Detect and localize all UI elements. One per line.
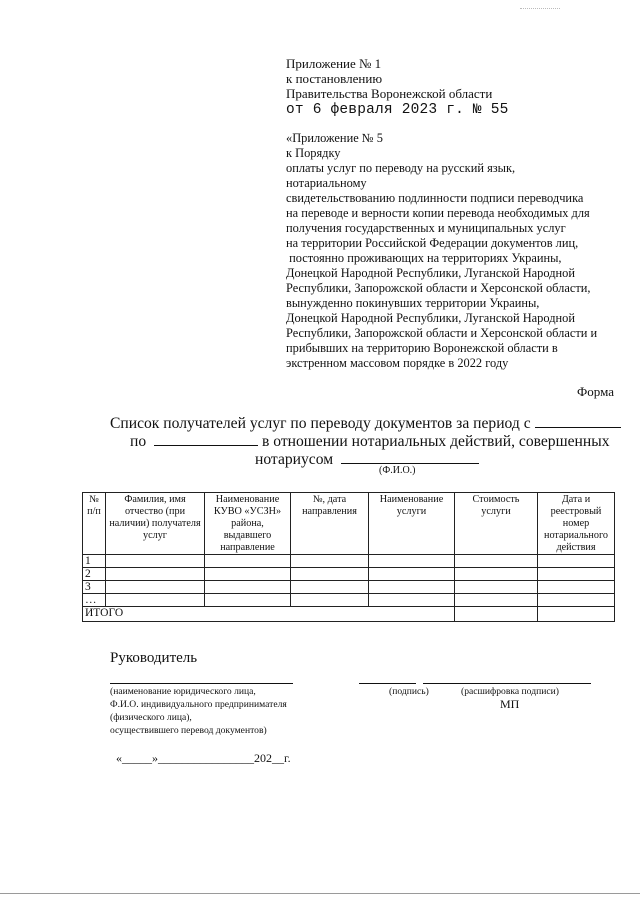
table-cell[interactable]: [205, 568, 291, 581]
table-cell[interactable]: [538, 581, 615, 594]
col-header-recipient: Фамилия, имя отчество (при наличии) получателя услуг: [106, 493, 205, 555]
table-cell[interactable]: [455, 568, 538, 581]
row-number: 2: [83, 568, 106, 581]
period-end-blank[interactable]: [154, 431, 258, 446]
table-cell[interactable]: [455, 594, 538, 607]
title-by: по: [130, 433, 147, 450]
table-cell[interactable]: [291, 594, 369, 607]
appendix-number: Приложение № 1: [286, 56, 382, 71]
signature-decode-line[interactable]: [423, 683, 591, 684]
table-cell[interactable]: [455, 581, 538, 594]
page-bottom-rule: [0, 893, 640, 894]
col-header-kuvo: Наименование КУВО «УСЗН» района, выдавшего направление: [205, 493, 291, 555]
appendix5-line: свидетельствованию подлинности подписи переводчика: [286, 191, 584, 205]
fio-caption: (Ф.И.О.): [379, 465, 416, 476]
table-cell[interactable]: [538, 555, 615, 568]
row-number: 1: [83, 555, 106, 568]
caption-org-line: (наименование юридического лица,: [110, 686, 256, 697]
decree-date: от 6 февраля 2023 г. № 55: [286, 102, 509, 118]
form-label: Форма: [577, 384, 614, 399]
stamp-place: МП: [500, 697, 520, 711]
table-cell[interactable]: [369, 581, 455, 594]
recipients-table: [82, 492, 615, 622]
scan-artifact: [520, 8, 560, 9]
caption-org-line: Ф.И.О. индивидуального предпринимателя: [110, 699, 287, 710]
caption-org-line: осуществившего перевод документов): [110, 725, 267, 736]
appendix5-line: Республики, Запорожской области и Херсонской области и: [286, 326, 598, 340]
row-number: …: [83, 594, 106, 607]
table-row: [83, 594, 615, 607]
table-cell[interactable]: [205, 581, 291, 594]
appendix5-line: прибывших на территорию Воронежской области в: [286, 341, 558, 355]
period-start-blank[interactable]: [535, 413, 621, 428]
table-cell[interactable]: [291, 568, 369, 581]
appendix5-line: к Порядку: [286, 146, 341, 160]
appendix5-line: Республики, Запорожской области и Херсонской области,: [286, 281, 591, 295]
table-cell[interactable]: [369, 568, 455, 581]
signature-date: «_____»________________202__г.: [116, 751, 291, 765]
signature-line[interactable]: [359, 683, 416, 684]
table-cell[interactable]: [538, 568, 615, 581]
table-header-row: [83, 493, 615, 555]
appendix5-line: оплаты услуг по переводу на русский язык,: [286, 161, 516, 175]
table-cell[interactable]: [455, 555, 538, 568]
col-header-number: № п/п: [83, 493, 106, 555]
appendix5-line: постоянно проживающих на территориях Украины,: [286, 251, 562, 265]
table-cell[interactable]: [291, 555, 369, 568]
appendix5-line: Донецкой Народной Республики, Луганской Народной: [286, 311, 575, 325]
caption-signature-decode: (расшифровка подписи): [461, 686, 559, 697]
table-cell[interactable]: [106, 555, 205, 568]
title-line1: Список получателей услуг по переводу документов за период с: [110, 415, 531, 432]
appendix5-line: экстренном массовом порядке в 2022 году: [286, 356, 509, 370]
table-cell[interactable]: [291, 581, 369, 594]
table-cell[interactable]: [205, 594, 291, 607]
org-name-line[interactable]: [110, 683, 293, 684]
table-cell[interactable]: [205, 555, 291, 568]
table-cell[interactable]: [106, 594, 205, 607]
caption-org-line: (физического лица),: [110, 712, 192, 723]
table-cell[interactable]: [106, 581, 205, 594]
row-number: 3: [83, 581, 106, 594]
col-header-referral: №, дата направления: [291, 493, 369, 555]
total-cost-cell[interactable]: [455, 607, 538, 622]
table-row: [83, 581, 615, 594]
appendix5-line: на территории Российской Федерации документов лиц,: [286, 236, 579, 250]
table-row: [83, 568, 615, 581]
appendix5-line: «Приложение № 5: [286, 131, 383, 145]
table-row: [83, 555, 615, 568]
col-header-cost: Стоимость услуги: [455, 493, 538, 555]
appendix5-line: нотариальному: [286, 176, 367, 190]
col-header-notary-action: Дата и реестровый номер нотариального действия: [538, 493, 615, 555]
total-cell[interactable]: [538, 607, 615, 622]
decree-ref: к постановлению: [286, 71, 383, 86]
caption-signature: (подпись): [389, 686, 429, 697]
table-cell[interactable]: [106, 568, 205, 581]
table-total-row: [83, 607, 615, 622]
title-notary: нотариусом: [255, 451, 334, 468]
appendix5-line: Донецкой Народной Республики, Луганской Народной: [286, 266, 575, 280]
appendix5-line: на переводе и верности копии перевода необходимых для: [286, 206, 590, 220]
table-cell[interactable]: [538, 594, 615, 607]
appendix5-line: получения государственных и муниципальных услуг: [286, 221, 566, 235]
government-ref: Правительства Воронежской области: [286, 86, 493, 101]
title-line2: в отношении нотариальных действий, совершенных: [261, 433, 610, 450]
col-header-service: Наименование услуги: [369, 493, 455, 555]
head-label: Руководитель: [110, 650, 198, 666]
table-cell[interactable]: [369, 594, 455, 607]
notary-name-blank[interactable]: [341, 449, 479, 464]
total-label: ИТОГО: [83, 607, 455, 622]
table-cell[interactable]: [369, 555, 455, 568]
appendix5-line: вынужденно покинувших территории Украины,: [286, 296, 540, 310]
